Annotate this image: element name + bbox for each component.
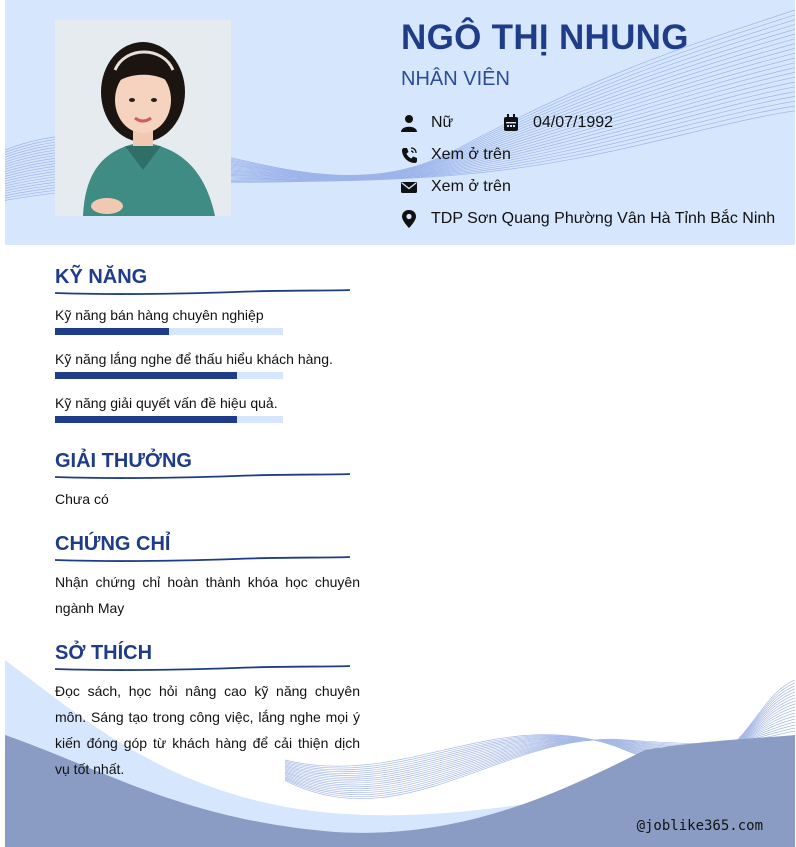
hobbies-title: SỞ THÍCH [55,642,153,664]
hobbies-text: Đọc sách, học hỏi nâng cao kỹ năng chuyên môn. Sáng tạo trong công việc, lắng nghe mọi ý kiến đóng góp từ khách hàng để cải thiện dịch vụ tốt nhất. [55,683,360,777]
awards-underline [55,472,350,480]
email-icon [401,178,417,196]
skill-bar-fill [55,416,237,423]
gender-value: Nữ [431,114,454,131]
certificates-underline [55,555,350,563]
skill-bar [55,328,283,335]
header-banner [5,0,795,245]
email-value: Xem ở trên [431,178,511,195]
skill-bar [55,372,283,379]
phone-value: Xem ở trên [431,146,511,163]
skill-bar-fill [55,372,237,379]
certificates-text: Nhận chứng chỉ hoàn thành khóa học chuyên ngành May [55,574,360,616]
calendar-icon [503,114,519,132]
user-icon [401,114,417,132]
address-row [401,208,775,230]
phone-row [401,144,511,166]
phone-icon [401,146,417,164]
location-icon [401,210,417,228]
certificates-title: CHỨNG CHỈ [55,533,171,555]
awards-text: Chưa có [55,491,109,507]
hobbies-underline [55,664,350,672]
profile-photo [55,20,231,216]
email-row [401,176,511,198]
skills-underline [55,288,350,296]
skills-title: KỸ NĂNG [55,266,148,288]
gender-row [401,112,453,134]
skill-bar-fill [55,328,169,335]
skill-label: Kỹ năng bán hàng chuyên nghiệp [55,307,264,323]
watermark: @joblike365.com [636,818,763,834]
avatar [55,20,231,216]
awards-title: GIẢI THƯỞNG [55,450,192,472]
skill-bar [55,416,283,423]
cv-page [5,0,795,847]
skill-label: Kỹ năng giải quyết vấn đề hiệu quả. [55,395,278,411]
profile-name: NGÔ THỊ NHUNG [401,18,689,57]
dob-row [503,112,613,134]
profile-position: NHÂN VIÊN [401,68,510,90]
address-value: TDP Sơn Quang Phường Vân Hà Tỉnh Bắc Ninh [431,210,776,227]
skill-label: Kỹ năng lắng nghe để thấu hiểu khách hàng. [55,351,333,367]
dob-value: 04/07/1992 [533,114,614,131]
